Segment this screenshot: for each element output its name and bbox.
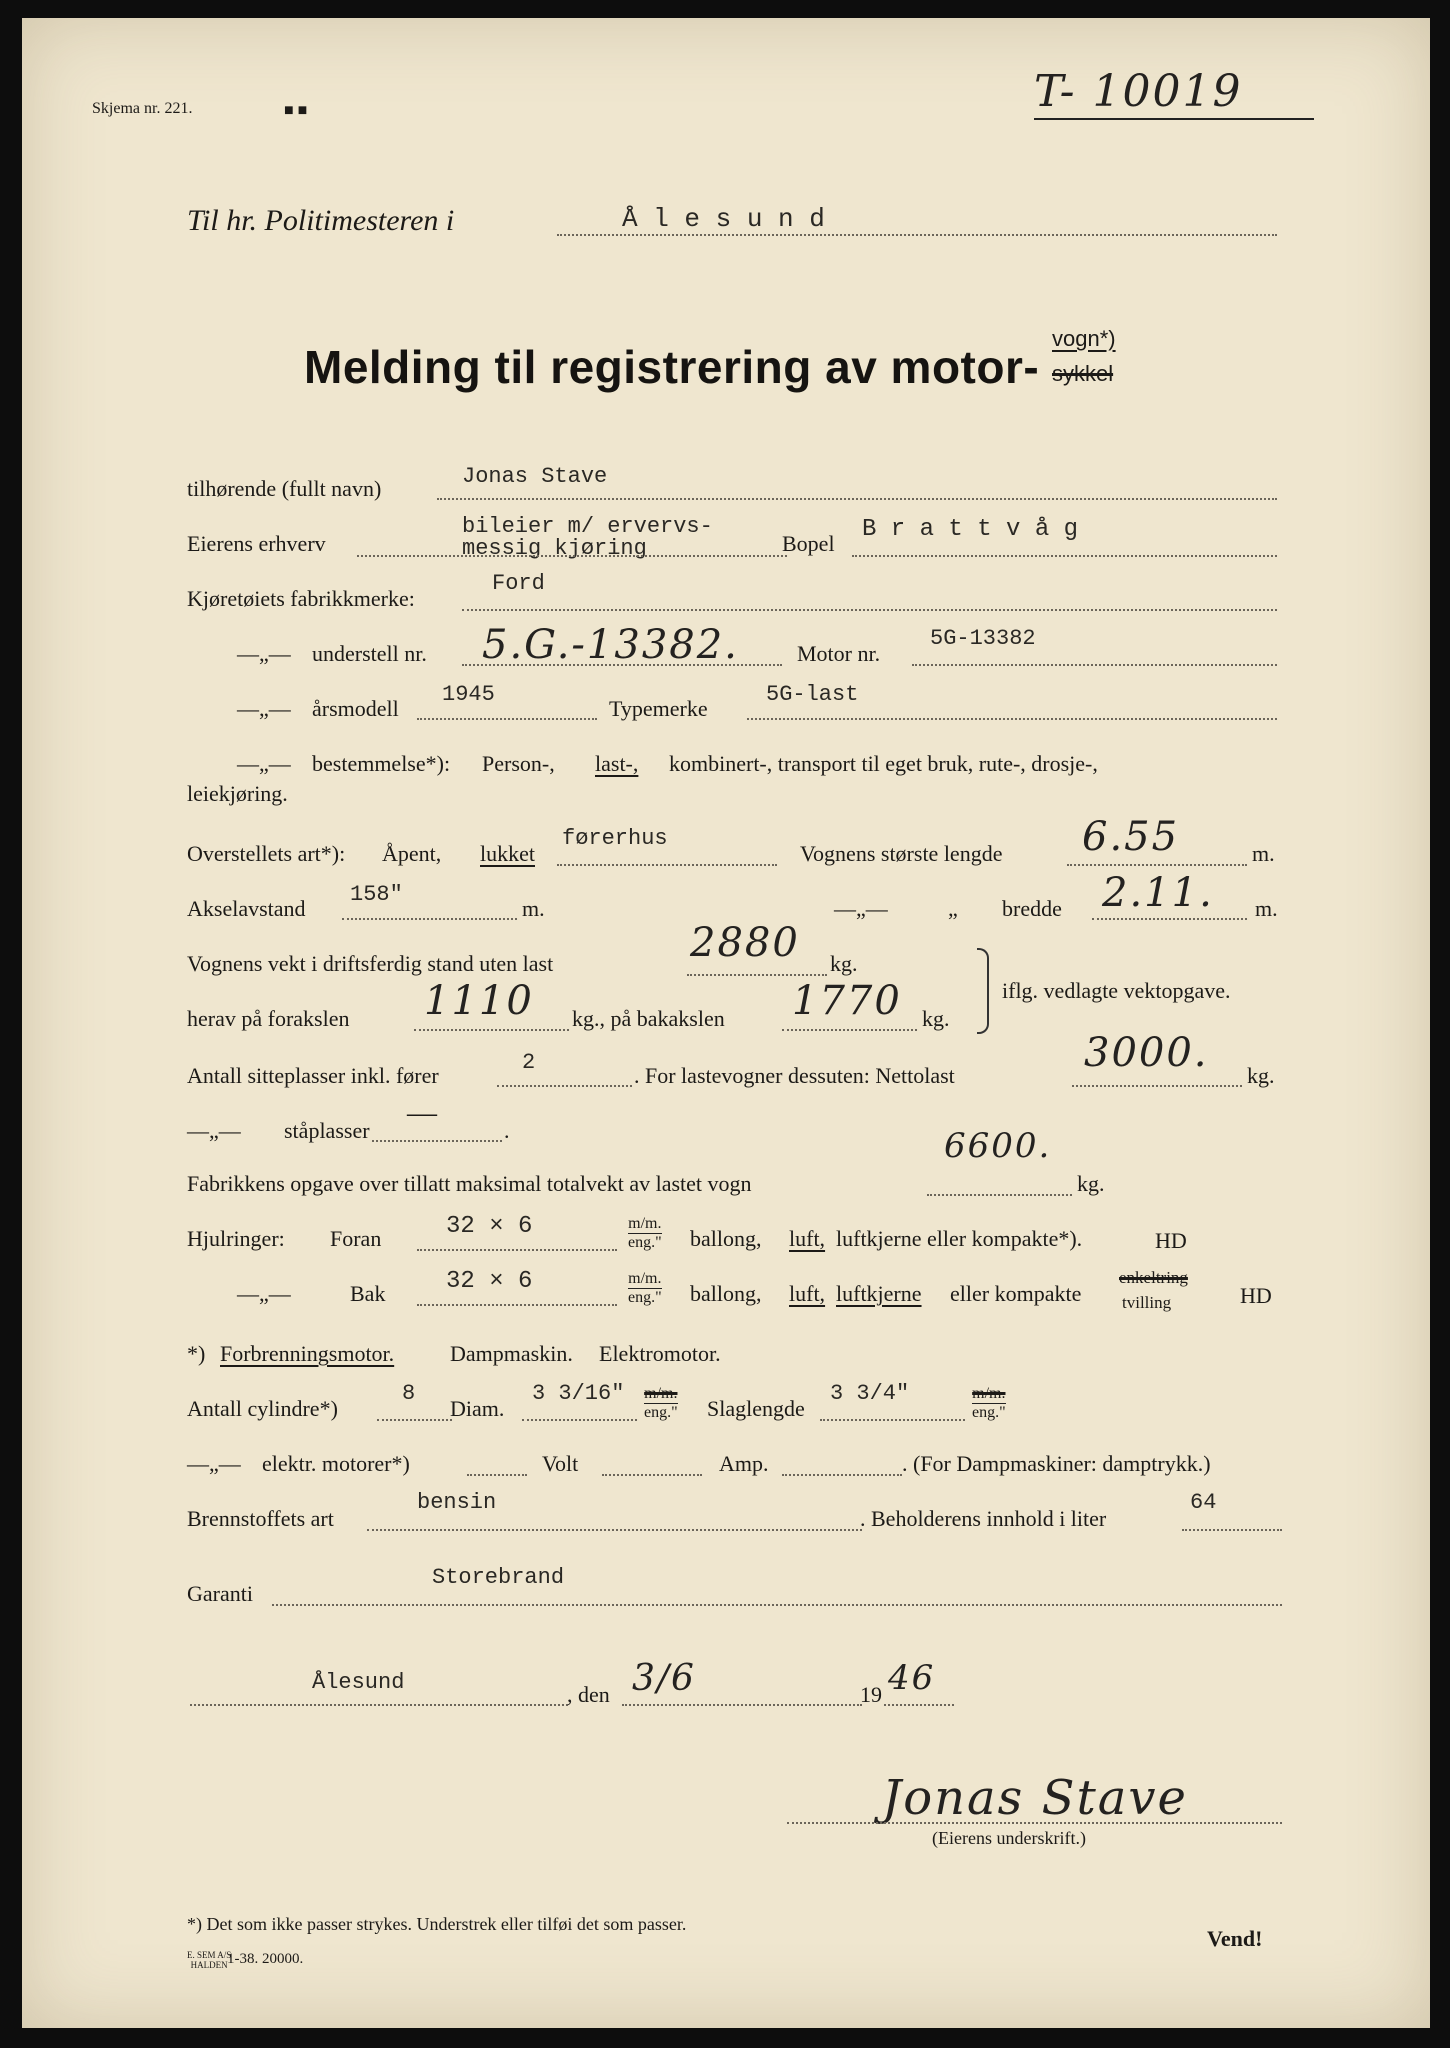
width-ditto: —„—	[834, 896, 888, 921]
purpose-option-last: last-,	[595, 751, 639, 776]
seats-value: 2	[522, 1050, 536, 1075]
occupation-value-line1: bileier m/ ervervs-	[462, 514, 713, 539]
purpose-label: bestemmelse*):	[312, 751, 451, 776]
wheelbase-unit: m.	[522, 896, 545, 921]
purpose-options-rest: kombinert-, transport til eget bruk, rute-, drosje-,	[669, 751, 1098, 776]
fuel-label: Brennstoffets art	[187, 1506, 334, 1531]
tires-front-rest: luftkjerne eller kompakte*).	[836, 1226, 1083, 1251]
weight-brace	[977, 948, 989, 1034]
footer-note: *) Det som ikke passer strykes. Understrek eller tilføi det som passer.	[187, 1914, 687, 1934]
body-value: førerhus	[562, 826, 668, 851]
steam-note: . (For Dampmaskiner: damptrykk.)	[902, 1451, 1211, 1476]
stroke-unit: m/m. eng."	[972, 1385, 1006, 1421]
standing-label: ståplasser	[284, 1118, 370, 1143]
chassis-ditto: —„—	[237, 641, 291, 666]
make-value: Ford	[492, 571, 545, 596]
tires-front-luft: luft,	[789, 1226, 826, 1251]
chassis-value: 5.G.-13382.	[482, 622, 739, 668]
turn-over-note: Vend!	[1207, 1926, 1263, 1951]
amp-label: Amp.	[719, 1451, 769, 1476]
model-year-value: 1945	[442, 682, 495, 707]
rear-axle-value: 1770	[792, 978, 902, 1024]
make-label: Kjøretøiets fabrikkmerke:	[187, 586, 415, 611]
stroke-label: Slaglengde	[707, 1396, 805, 1421]
signoff-place: Ålesund	[312, 1670, 405, 1695]
rear-axle-label: kg., på bakakslen	[572, 1006, 725, 1031]
wheelbase-value: 158"	[350, 882, 403, 907]
body-option-closed: lukket	[480, 841, 535, 866]
length-label: Vognens største lengde	[800, 841, 1003, 866]
engine-option-electric: Elektromotor.	[599, 1341, 721, 1366]
weight-note: iflg. vedlagte vektopgave.	[1002, 978, 1231, 1003]
tires-label: Hjulringer:	[187, 1226, 285, 1251]
electric-ditto: —„—	[187, 1451, 241, 1476]
front-axle-value: 1110	[424, 978, 534, 1024]
addressee-label: Til hr. Politimesteren i	[187, 204, 455, 237]
model-year-label: årsmodell	[312, 696, 399, 721]
tires-front-size: 32 × 6	[446, 1213, 533, 1240]
title-option-sykkel: sykkel	[1052, 361, 1114, 386]
body-option-open: Åpent,	[382, 841, 442, 866]
form-title: Melding til registrering av motor-	[304, 341, 1040, 393]
diameter-label: Diam.	[450, 1396, 505, 1421]
payload-unit: kg.	[1247, 1063, 1275, 1088]
width-ditto2: „	[948, 896, 958, 921]
signoff-year-suffix: 46	[888, 1658, 936, 1698]
stroke-value: 3 3/4"	[830, 1381, 910, 1406]
motor-value: 5G-13382	[930, 626, 1036, 651]
length-value: 6.55	[1082, 814, 1180, 860]
tires-rear-rest: eller kompakte	[950, 1281, 1082, 1306]
addressee-city: Å l e s u n d	[622, 204, 825, 234]
type-value: 5G-last	[766, 682, 859, 707]
electric-label: elektr. motorer*)	[262, 1451, 410, 1476]
occupation-label: Eierens erhverv	[187, 531, 326, 556]
model-year-ditto: —„—	[237, 696, 291, 721]
tires-rear-option-twin: tvilling	[1122, 1293, 1172, 1312]
residence-label: Bopel	[782, 531, 835, 556]
tires-rear-unit: m/m. eng."	[628, 1270, 662, 1306]
title-option-vogn: vogn*)	[1052, 326, 1116, 351]
top-mark: ■ ■	[284, 102, 308, 119]
registration-form-page	[22, 18, 1430, 2028]
width-label: bredde	[1002, 896, 1062, 921]
standing-value: —	[407, 1096, 437, 1129]
tires-rear-luftkjerne: luftkjerne	[836, 1281, 922, 1306]
tires-front-hd: HD	[1155, 1228, 1187, 1253]
owner-value: Jonas Stave	[462, 464, 608, 489]
occupation-value-line2: messig kjøring	[462, 536, 647, 561]
tires-rear-hd: HD	[1240, 1283, 1272, 1308]
max-weight-label: Fabrikkens opgave over tillatt maksimal totalvekt av lastet vogn	[187, 1171, 752, 1196]
signoff-year-prefix: 19	[860, 1682, 882, 1707]
payload-value: 3000.	[1084, 1030, 1209, 1076]
weight-value: 2880	[690, 920, 800, 966]
owner-signature: Jonas Stave	[882, 1770, 1188, 1826]
max-weight-unit: kg.	[1077, 1171, 1105, 1196]
standing-end: .	[504, 1118, 510, 1143]
engine-option-combustion: Forbrenningsmotor.	[220, 1341, 395, 1366]
purpose-ditto: —„—	[237, 751, 291, 776]
cylinders-value: 8	[402, 1381, 416, 1406]
tires-rear-ditto: —„—	[237, 1281, 291, 1306]
rear-axle-unit: kg.	[922, 1006, 950, 1031]
tires-front-position: Foran	[330, 1226, 382, 1251]
tires-rear-size: 32 × 6	[446, 1268, 533, 1295]
signature-caption: (Eierens underskrift.)	[932, 1828, 1086, 1848]
diameter-value: 3 3/16"	[532, 1381, 625, 1406]
tank-value: 64	[1190, 1490, 1217, 1515]
file-number-underline	[1034, 118, 1314, 120]
max-weight-value: 6600.	[944, 1126, 1052, 1166]
insurance-label: Garanti	[187, 1581, 253, 1606]
fuel-value: bensin	[417, 1490, 497, 1515]
purpose-line2: leiekjøring.	[187, 781, 288, 806]
volt-label: Volt	[542, 1451, 579, 1476]
signoff-den: , den	[567, 1682, 610, 1707]
residence-value: B r a t t v å g	[862, 516, 1079, 543]
weight-unit: kg.	[830, 951, 858, 976]
diameter-unit: m/m. eng."	[644, 1385, 678, 1421]
chassis-label: understell nr.	[312, 641, 427, 666]
tires-rear-position: Bak	[350, 1281, 386, 1306]
tires-front-ballong: ballong,	[690, 1226, 762, 1251]
standing-ditto: —„—	[187, 1118, 241, 1143]
purpose-option-person: Person-,	[482, 751, 555, 776]
engine-type-star: *)	[187, 1341, 206, 1366]
tires-rear-luft: luft,	[789, 1281, 826, 1306]
front-axle-label: herav på forakslen	[187, 1006, 350, 1031]
cylinders-label: Antall cylindre*)	[187, 1396, 338, 1421]
length-unit: m.	[1252, 841, 1275, 866]
type-label: Typemerke	[609, 696, 708, 721]
tires-rear-option-single: enkeltring	[1119, 1268, 1188, 1287]
owner-label: tilhørende (fullt navn)	[187, 476, 382, 501]
width-value: 2.11.	[1102, 870, 1214, 916]
file-number: T- 10019	[1034, 66, 1243, 117]
payload-label: . For lastevogner dessuten: Nettolast	[634, 1063, 955, 1088]
tires-front-unit: m/m. eng."	[628, 1215, 662, 1251]
insurance-value: Storebrand	[432, 1565, 565, 1590]
engine-option-steam: Dampmaskin.	[450, 1341, 573, 1366]
tank-label: . Beholderens innhold i liter	[860, 1506, 1107, 1531]
form-number: Skjema nr. 221.	[92, 100, 193, 117]
motor-label: Motor nr.	[797, 641, 881, 666]
width-unit: m.	[1255, 896, 1278, 921]
body-label: Overstellets art*):	[187, 841, 346, 866]
seats-label: Antall sitteplasser inkl. fører	[187, 1063, 439, 1088]
weight-label: Vognens vekt i driftsferdig stand uten last	[187, 951, 554, 976]
signoff-date: 3/6	[632, 1658, 696, 1699]
printer-info: E. SEM A/S HALDEN	[187, 1950, 232, 1970]
wheelbase-label: Akselavstand	[187, 896, 306, 921]
tires-rear-ballong: ballong,	[690, 1281, 762, 1306]
print-run: 1-38. 20000.	[227, 1951, 304, 1967]
